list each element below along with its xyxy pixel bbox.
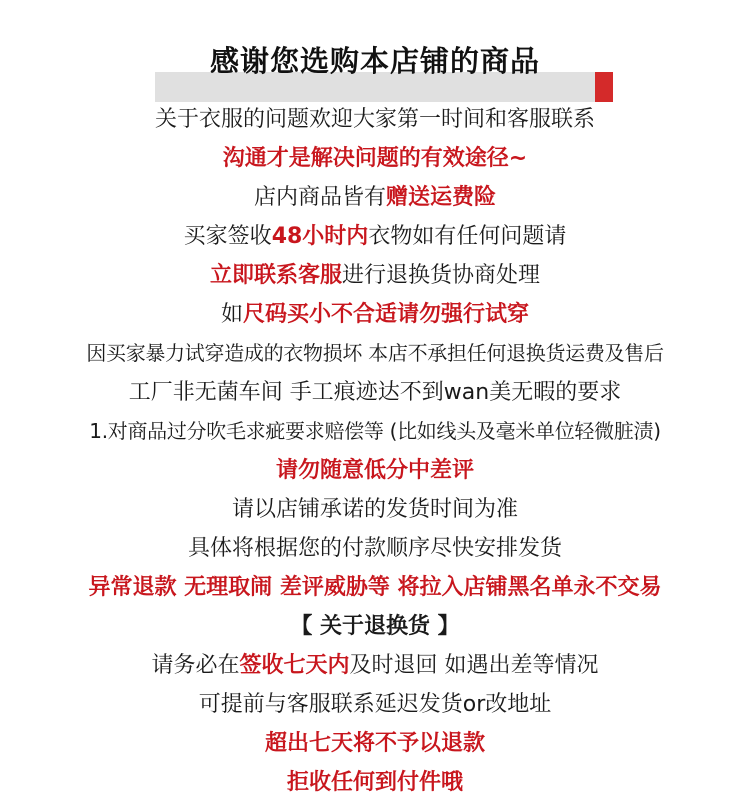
highlight-text: 请勿随意低分中差评	[275, 458, 474, 483]
notice-line	[0, 607, 750, 646]
highlight-text: 赠送运费险	[386, 185, 497, 210]
notice-text: 关于衣服的问题欢迎大家第一时间和客服联系	[154, 107, 595, 132]
notice-line	[0, 451, 750, 490]
notice-line	[0, 685, 750, 724]
notice-line	[0, 724, 750, 763]
notice-text: 衣物如有任何问题请	[368, 224, 567, 249]
highlight-text: 签收七天内	[239, 653, 350, 678]
notice-line	[0, 490, 750, 529]
highlight-text: 异常退款 无理取闹 差评威胁等 将拉入店铺黑名单永不交易	[88, 575, 662, 600]
notice-line	[0, 412, 750, 451]
highlight-text: 沟通才是解决问题的有效途径~	[222, 146, 528, 171]
notice-text: 工厂非无菌车间 手工痕迹达不到wan美无暇的要求	[128, 380, 622, 405]
title-wrap	[0, 42, 750, 82]
highlight-text: 立即联系客服	[209, 263, 342, 288]
notice-line	[0, 256, 750, 295]
notice-text-block	[0, 100, 750, 802]
notice-line	[0, 178, 750, 217]
notice-text: 请以店铺承诺的发货时间为准	[231, 497, 518, 522]
notice-line	[0, 139, 750, 178]
notice-line	[0, 334, 750, 373]
notice-line	[0, 568, 750, 607]
notice-line	[0, 100, 750, 139]
highlight-text: 48小时内	[271, 224, 369, 249]
header	[0, 28, 750, 78]
notice-text: 店内商品皆有	[253, 185, 386, 210]
notice-line	[0, 295, 750, 334]
notice-line	[0, 529, 750, 568]
notice-text: 1.对商品过分吹毛求疵要求赔偿等 (比如线头及毫米单位轻微脏渍)	[89, 419, 661, 443]
page-title: 感谢您选购本店铺的商品	[209, 44, 540, 78]
notice-text: 及时退回 如遇出差等情况	[349, 653, 599, 678]
notice-text: 如	[220, 302, 243, 327]
notice-text: 【 关于退换货 】	[290, 614, 460, 639]
highlight-text: 超出七天将不予以退款	[264, 731, 485, 756]
notice-text: 可提前与客服联系延迟发货or改地址	[198, 692, 552, 717]
notice-text: 因买家暴力试穿造成的衣物损坏 本店不承担任何退换货运费及售后	[86, 341, 664, 365]
notice-line	[0, 217, 750, 256]
highlight-text: 尺码买小不合适请勿强行试穿	[243, 302, 530, 327]
notice-line	[0, 373, 750, 412]
notice-text: 买家签收	[183, 224, 272, 249]
highlight-text: 拒收任何到付件哦	[286, 770, 463, 795]
notice-text: 具体将根据您的付款顺序尽快安排发货	[187, 536, 562, 561]
notice-line	[0, 646, 750, 685]
notice-text: 请务必在	[151, 653, 240, 678]
notice-text: 进行退换货协商处理	[342, 263, 541, 288]
notice-line	[0, 763, 750, 802]
